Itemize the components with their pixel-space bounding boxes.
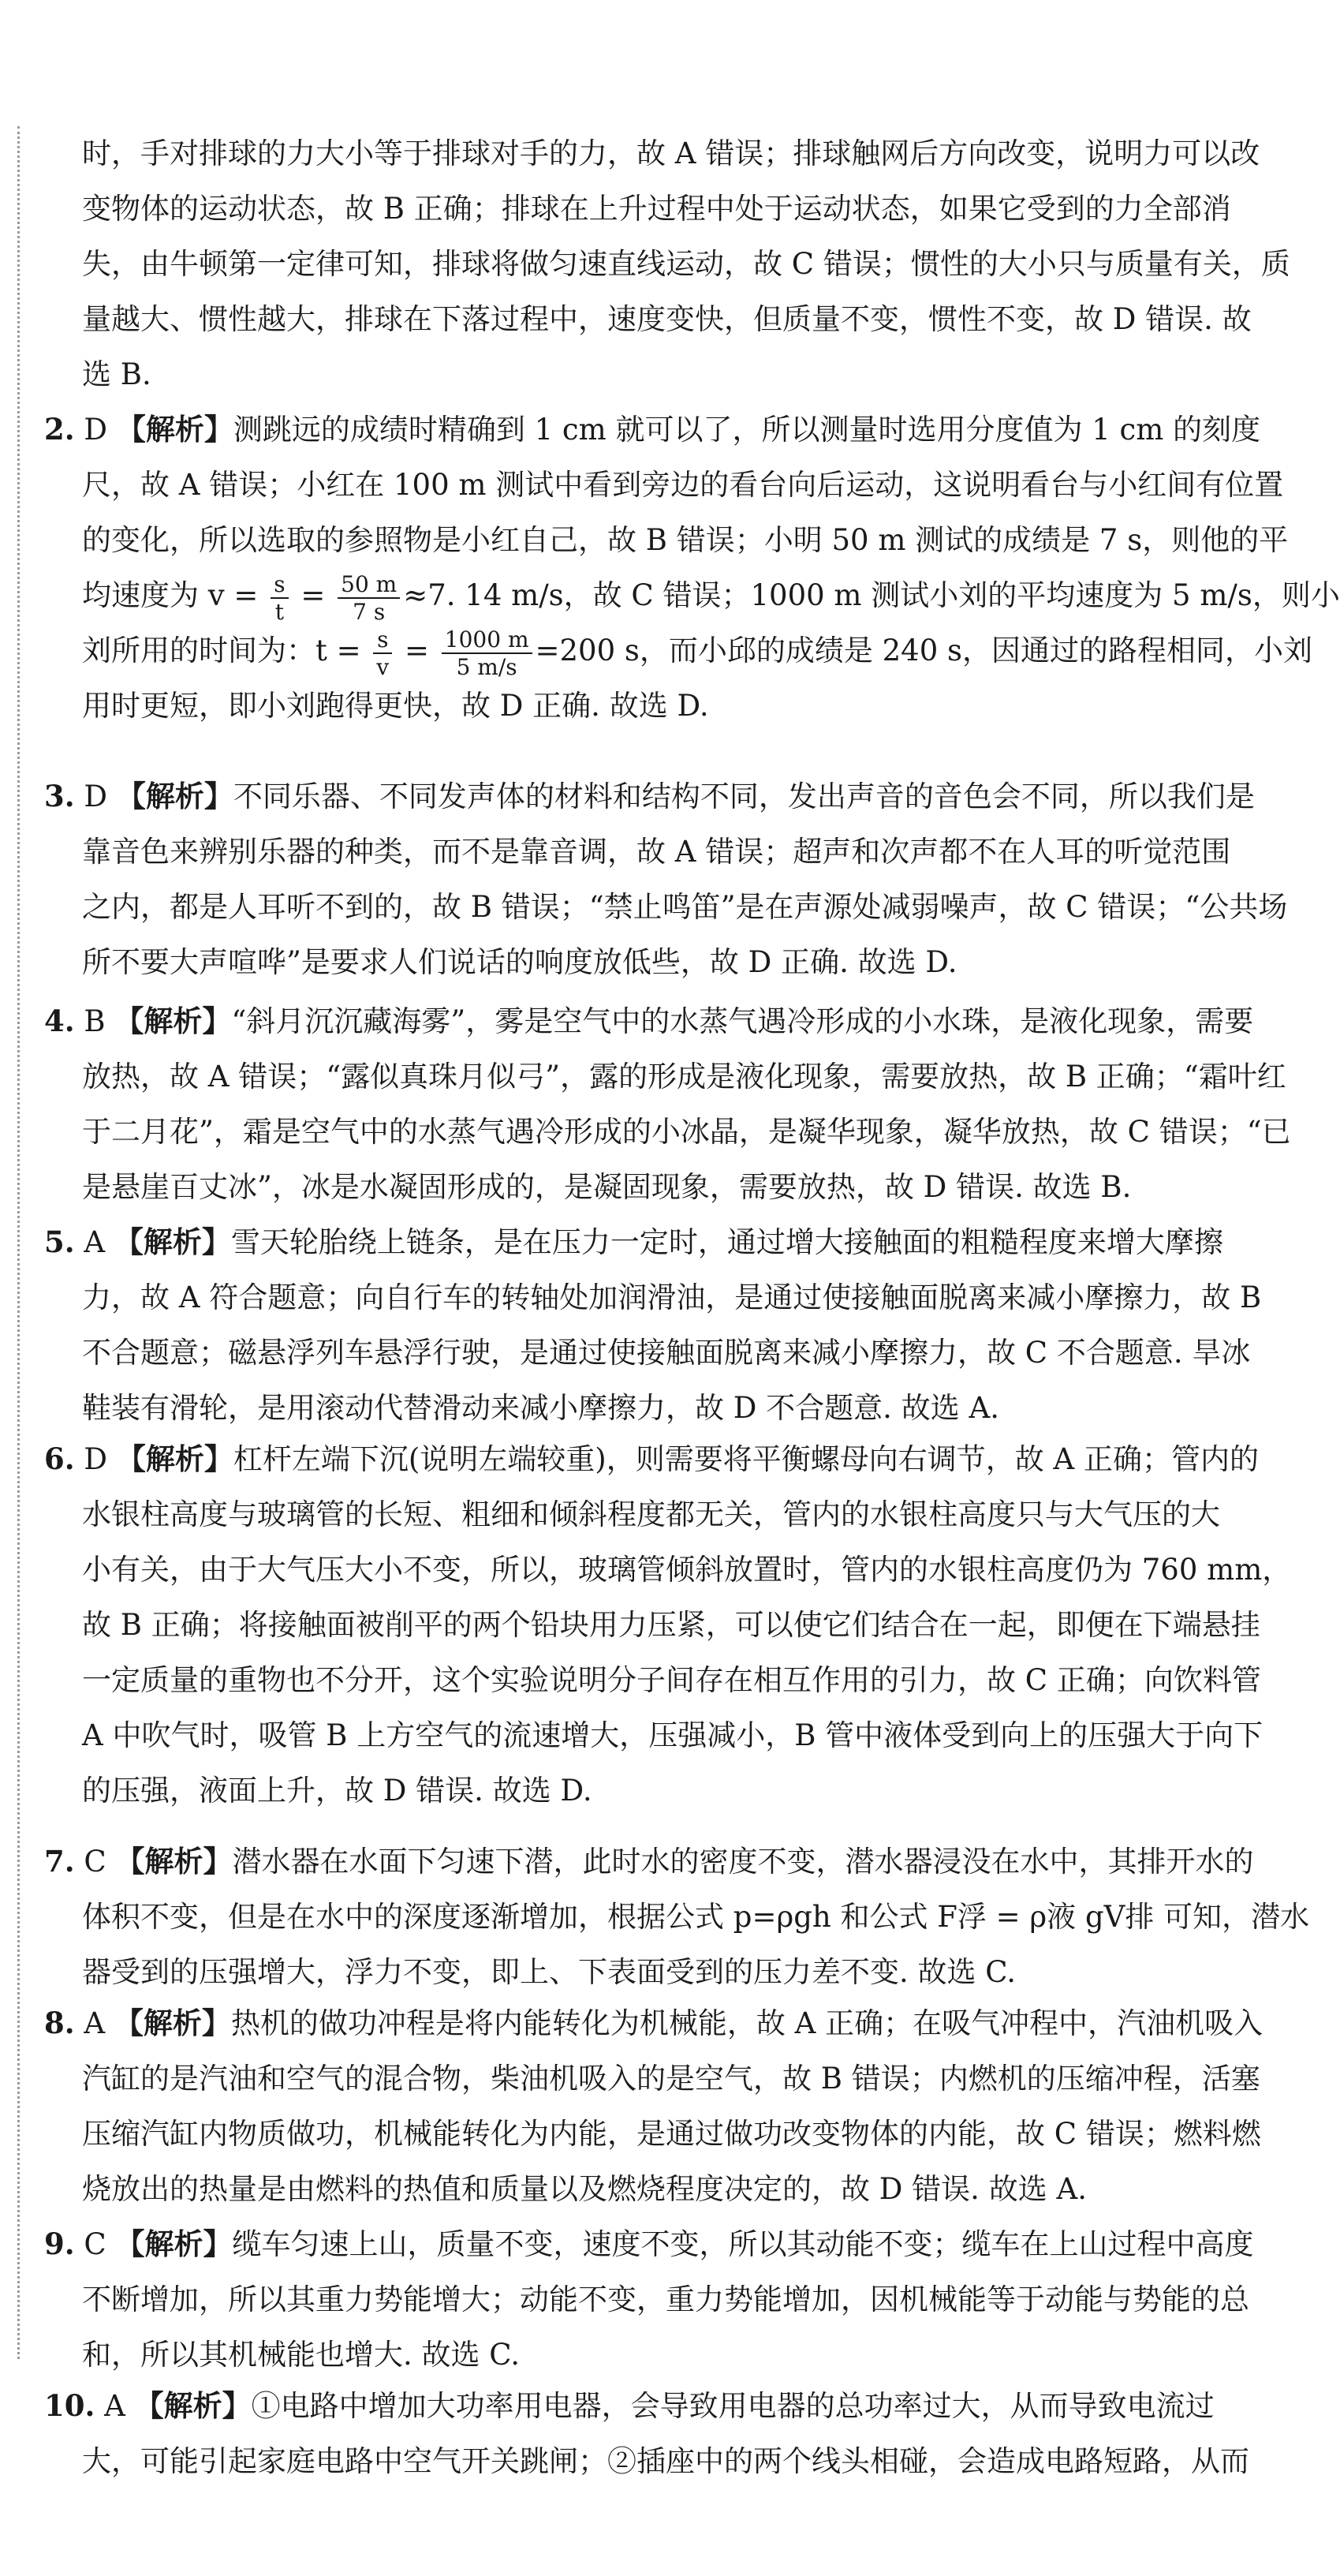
equals-sign: = [405, 634, 430, 667]
intro-line-5: 选 B. [82, 357, 151, 391]
analysis-tag: 【解析】 [134, 2388, 252, 2423]
answer-letter: C [84, 1845, 106, 1879]
analysis-tag: 【解析】 [114, 1224, 231, 1259]
question-number: 3. [44, 779, 75, 813]
analysis-line-1: 热机的做功冲程是将内能转化为机械能，故 A 正确；在吸气冲程中，汽油机吸入 [230, 2006, 1263, 2040]
dotted-margin-line [17, 126, 20, 2359]
question-number: 9. [44, 2226, 75, 2261]
analysis-line-5 [82, 623, 1312, 680]
analysis-line-2: 水银柱高度与玻璃管的长短、粗细和倾斜程度都无关，管内的水银柱高度只与大气压的大 [82, 1497, 1220, 1531]
analysis-line-3: 小有关，由于大气压大小不变，所以，玻璃管倾斜放置时，管内的水银柱高度仍为 760 mm， [82, 1553, 1292, 1587]
analysis-line-4: 烧放出的热量是由燃料的热值和质量以及燃烧程度决定的，故 D 错误. 故选 A. [82, 2172, 1087, 2206]
question-number: 2. [44, 412, 75, 447]
equals-sign: = [300, 578, 326, 612]
analysis-line-4: 鞋装有滑轮，是用滚动代替滑动来减小摩擦力，故 D 不合题意. 故选 A. [82, 1391, 999, 1425]
analysis-line-7: 的压强，液面上升，故 D 错误. 故选 D. [82, 1774, 592, 1808]
answer-letter: C [84, 2227, 106, 2261]
analysis-tag: 【解析】 [115, 1844, 233, 1879]
question-number: 6. [44, 1441, 75, 1476]
analysis-tag: 【解析】 [116, 1441, 233, 1476]
answer-letter: A [104, 2389, 125, 2423]
question-number: 7. [44, 1844, 75, 1879]
fraction-s-over-v: $\frac{s}{v}$ [373, 626, 392, 680]
analysis-line-2: 尺，故 A 错误；小红在 100 m 测试中看到旁边的看台向后运动，这说明看台与小红间有位置 [82, 468, 1284, 502]
question-number: 8. [44, 2006, 75, 2040]
fraction-1000m-over-5ms: $\frac{1000 m}{5 m/s}$ [442, 626, 532, 680]
analysis-line-2: 不断增加，所以其重力势能增大；动能不变，重力势能增加，因机械能等于动能与势能的总 [82, 2283, 1249, 2316]
fraction-s-over-t: $\frac{s}{t}$ [271, 571, 288, 625]
answer-letter: D [84, 1442, 108, 1476]
question-number: 5. [44, 1224, 75, 1259]
question-number: 4. [44, 1004, 75, 1038]
analysis-tag: 【解析】 [114, 2006, 231, 2040]
analysis-line-1: 缆车匀速上山，质量不变，速度不变，所以其动能不变；缆车在上山过程中高度 [232, 2227, 1254, 2261]
analysis-line-4: 是悬崖百丈冰”，冰是水凝固形成的，是凝固现象，需要放热，故 D 错误. 故选 B. [82, 1170, 1132, 1204]
analysis-line-3: 压缩汽缸内物质做功，机械能转化为内能，是通过做功改变物体的内能，故 C 错误；燃料燃 [82, 2117, 1261, 2151]
formula-prefix: 刘所用的时间为：t = [82, 634, 361, 667]
analysis-line-1: 杠杆左端下沉(说明左端较重)，则需要将平衡螺母向右调节，故 A 正确；管内的 [233, 1442, 1259, 1476]
analysis-line-3: 于二月花”，霜是空气中的水蒸气遇冷形成的小冰晶，是凝华现象，凝华放热，故 C 错误；“已 [82, 1115, 1291, 1149]
analysis-line-1: ①电路中增加大功率用电器，会导致用电器的总功率过大，从而导致电流过 [251, 2389, 1215, 2423]
analysis-line-6: 用时更短，即小刘跑得更快，故 D 正确. 故选 D. [82, 689, 709, 723]
analysis-line-4: 故 B 正确；将接触面被削平的两个铅块用力压紧，可以使它们结合在一起，即便在下端悬挂 [82, 1608, 1260, 1642]
question-number: 10. [44, 2388, 95, 2423]
analysis-line-1: 测跳远的成绩时精确到 1 cm 就可以了，所以测量时选用分度值为 1 cm 的刻度 [233, 413, 1261, 447]
answer-letter: A [84, 1225, 106, 1259]
analysis-line-5: 一定质量的重物也不分开，这个实验说明分子间存在相互作用的引力，故 C 正确；向饮料管 [82, 1663, 1261, 1697]
intro-line-4: 量越大、惯性越大，排球在下落过程中，速度变快，但质量不变，惯性不变，故 D 错误. 故 [82, 302, 1252, 336]
analysis-tag: 【解析】 [115, 2226, 233, 2261]
analysis-line-4: 所不要大声喧哗”是要求人们说话的响度放低些，故 D 正确. 故选 D. [82, 945, 957, 979]
analysis-tag: 【解析】 [114, 1004, 232, 1038]
fraction-50m-over-7s: $\frac{50 m}{7 s}$ [338, 571, 400, 625]
analysis-tag: 【解析】 [116, 412, 233, 447]
analysis-line-3: 和，所以其机械能也增大. 故选 C. [82, 2338, 521, 2372]
analysis-line-2: 大，可能引起家庭电路中空气开关跳闸；②插座中的两个线头相碰，会造成电路短路，从而 [82, 2444, 1249, 2478]
analysis-line-2: 力，故 A 符合题意；向自行车的转轴处加润滑油，是通过使接触面脱离来减小摩擦力，故 B [82, 1281, 1262, 1314]
analysis-line-2: 汽缸的是汽油和空气的混合物，柴油机吸入的是空气，故 B 错误；内燃机的压缩冲程，活塞 [82, 2062, 1260, 2096]
analysis-line-2: 靠音色来辨别乐器的种类，而不是靠音调，故 A 错误；超声和次声都不在人耳的听觉范围 [82, 835, 1231, 869]
analysis-line-1: 不同乐器、不同发声体的材料和结构不同，发出声音的音色会不同，所以我们是 [233, 780, 1255, 813]
answer-letter: B [84, 1004, 106, 1038]
analysis-line-3: 之内，都是人耳听不到的，故 B 错误；“禁止鸣笛”是在声源处减弱噪声，故 C 错误；“公共场 [82, 890, 1288, 924]
analysis-tag: 【解析】 [116, 779, 233, 813]
answer-letter: A [84, 2006, 106, 2040]
analysis-line-6: A 中吹气时，吸管 B 上方空气的流速增大，压强减小，B 管中液体受到向上的压强大于向下 [82, 1718, 1263, 1752]
analysis-line-1: 潜水器在水面下匀速下潜，此时水的密度不变，潜水器浸没在水中，其排开水的 [232, 1845, 1254, 1879]
formula-suffix: =200 s，而小邱的成绩是 240 s，因通过的路程相同，小刘 [535, 634, 1313, 667]
intro-line-3: 失，由牛顿第一定律可知，排球将做匀速直线运动，故 C 错误；惯性的大小只与质量有关，质 [82, 247, 1290, 281]
analysis-line-4 [82, 568, 1340, 625]
analysis-line-1: “斜月沉沉藏海雾”，雾是空气中的水蒸气遇冷形成的小水珠，是液化现象，需要 [231, 1004, 1254, 1038]
analysis-line-1: 雪天轮胎绕上链条，是在压力一定时，通过增大接触面的粗糙程度来增大摩擦 [230, 1225, 1223, 1259]
analysis-line-3: 器受到的压强增大，浮力不变，即上、下表面受到的压力差不变. 故选 C. [82, 1955, 1017, 1989]
answer-letter: D [84, 413, 108, 447]
analysis-line-3: 的变化，所以选取的参照物是小红自己，故 B 错误；小明 50 m 测试的成绩是 7 s，则他的平 [82, 523, 1289, 557]
formula-prefix: 均速度为 v = [82, 578, 259, 612]
analysis-line-3: 不合题意；磁悬浮列车悬浮行驶，是通过使接触面脱离来减小摩擦力，故 C 不合题意. 旱冰 [82, 1336, 1251, 1370]
intro-line-2: 变物体的运动状态，故 B 正确；排球在上升过程中处于运动状态，如果它受到的力全部消 [82, 192, 1231, 226]
analysis-line-2: 体积不变，但是在水中的深度逐渐增加，根据公式 p=ρgh 和公式 F浮 = ρ液 gV排 可知，潜水 [82, 1900, 1310, 1934]
answer-letter: D [84, 780, 108, 813]
intro-line-1: 时，手对排球的力大小等于排球对手的力，故 A 错误；排球触网后方向改变，说明力可以改 [82, 136, 1260, 170]
formula-suffix: ≈7. 14 m/s，故 C 错误；1000 m 测试小刘的平均速度为 5 m/s，则小 [403, 578, 1340, 612]
analysis-line-2: 放热，故 A 错误；“露似真珠月似弓”，露的形成是液化现象，需要放热，故 B 正确；“霜叶红 [82, 1060, 1286, 1094]
